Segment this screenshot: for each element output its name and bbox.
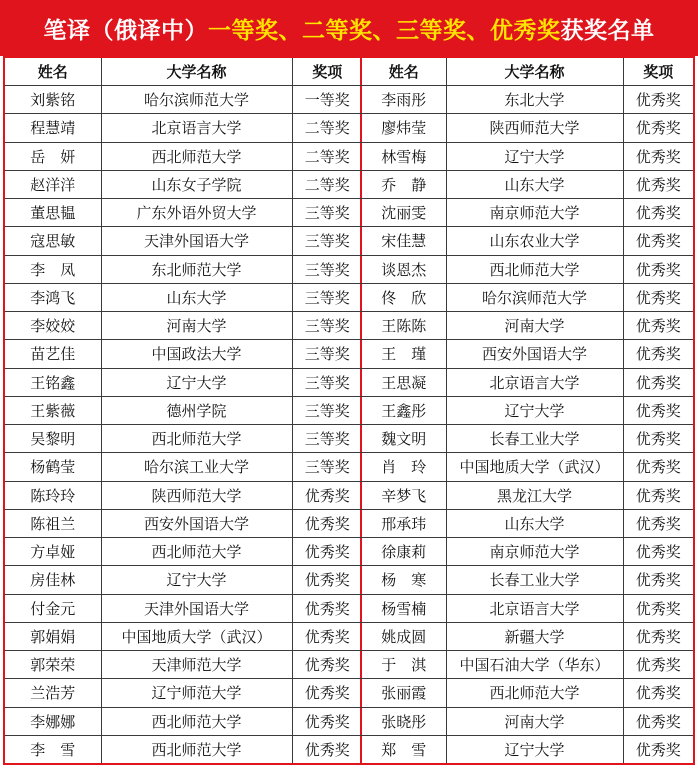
table-row bbox=[362, 312, 693, 340]
name-cell: 杨鹤莹 bbox=[5, 453, 101, 481]
table-row bbox=[5, 170, 362, 198]
university-cell: 西北师范大学 bbox=[101, 538, 292, 566]
university-cell: 南京师范大学 bbox=[446, 199, 623, 227]
university-cell: 山东女子学院 bbox=[101, 170, 292, 198]
university-cell: 东北师范大学 bbox=[101, 255, 292, 283]
left-table-body bbox=[5, 86, 362, 764]
university-cell: 河南大学 bbox=[101, 312, 292, 340]
university-cell: 南京师范大学 bbox=[446, 538, 623, 566]
university-cell: 陕西师范大学 bbox=[446, 114, 623, 142]
left-header-row bbox=[5, 58, 362, 86]
award-cell: 优秀奖 bbox=[623, 86, 693, 114]
university-cell: 山东大学 bbox=[446, 509, 623, 537]
university-cell: 河南大学 bbox=[446, 707, 623, 735]
award-cell: 优秀奖 bbox=[623, 651, 693, 679]
university-cell: 中国地质大学（武汉） bbox=[101, 622, 292, 650]
award-cell: 优秀奖 bbox=[292, 538, 362, 566]
award-cell: 优秀奖 bbox=[292, 679, 362, 707]
tables-container bbox=[3, 56, 695, 765]
award-cell: 优秀奖 bbox=[623, 283, 693, 311]
award-cell: 优秀奖 bbox=[623, 453, 693, 481]
name-cell: 李 凤 bbox=[5, 255, 101, 283]
table-row bbox=[5, 453, 362, 481]
award-cell: 优秀奖 bbox=[623, 340, 693, 368]
university-cell: 辽宁大学 bbox=[446, 142, 623, 170]
table-row bbox=[362, 255, 693, 283]
header-name: 姓名 bbox=[5, 58, 101, 86]
university-cell: 辽宁大学 bbox=[101, 368, 292, 396]
title-part-awards: 一等奖、二等奖、三等奖、优秀奖 bbox=[208, 16, 561, 44]
table-row bbox=[5, 142, 362, 170]
name-cell: 王陈陈 bbox=[362, 312, 446, 340]
award-cell: 优秀奖 bbox=[623, 142, 693, 170]
university-cell: 山东农业大学 bbox=[446, 227, 623, 255]
award-cell: 优秀奖 bbox=[292, 622, 362, 650]
table-row bbox=[5, 368, 362, 396]
university-cell: 天津外国语大学 bbox=[101, 227, 292, 255]
table-row bbox=[362, 538, 693, 566]
name-cell: 佟 欣 bbox=[362, 283, 446, 311]
university-cell: 哈尔滨工业大学 bbox=[101, 453, 292, 481]
award-cell: 三等奖 bbox=[292, 453, 362, 481]
name-cell: 张丽霞 bbox=[362, 679, 446, 707]
award-cell: 三等奖 bbox=[292, 255, 362, 283]
university-cell: 哈尔滨师范大学 bbox=[446, 283, 623, 311]
award-cell: 三等奖 bbox=[292, 340, 362, 368]
left-table bbox=[5, 58, 362, 763]
award-cell: 优秀奖 bbox=[623, 312, 693, 340]
name-cell: 王鑫彤 bbox=[362, 396, 446, 424]
table-row bbox=[362, 283, 693, 311]
university-cell: 德州学院 bbox=[101, 396, 292, 424]
award-cell: 二等奖 bbox=[292, 114, 362, 142]
university-cell: 西北师范大学 bbox=[101, 707, 292, 735]
university-cell: 西北师范大学 bbox=[446, 255, 623, 283]
award-cell: 优秀奖 bbox=[623, 425, 693, 453]
university-cell: 北京语言大学 bbox=[446, 594, 623, 622]
table-row bbox=[362, 594, 693, 622]
name-cell: 陈玲玲 bbox=[5, 481, 101, 509]
award-cell: 优秀奖 bbox=[623, 622, 693, 650]
award-cell: 一等奖 bbox=[292, 86, 362, 114]
university-cell: 辽宁大学 bbox=[446, 735, 623, 763]
university-cell: 河南大学 bbox=[446, 312, 623, 340]
award-cell: 三等奖 bbox=[292, 396, 362, 424]
table-row bbox=[5, 227, 362, 255]
table-row bbox=[362, 679, 693, 707]
award-cell: 优秀奖 bbox=[623, 707, 693, 735]
name-cell: 刘紫铭 bbox=[5, 86, 101, 114]
title-banner bbox=[0, 0, 698, 56]
name-cell: 苗艺佳 bbox=[5, 340, 101, 368]
award-cell: 优秀奖 bbox=[292, 509, 362, 537]
university-cell: 中国政法大学 bbox=[101, 340, 292, 368]
table-row bbox=[5, 340, 362, 368]
table-row bbox=[5, 481, 362, 509]
name-cell: 房佳林 bbox=[5, 566, 101, 594]
name-cell: 李 雪 bbox=[5, 735, 101, 763]
table-row bbox=[5, 735, 362, 763]
table-row bbox=[362, 170, 693, 198]
name-cell: 付金元 bbox=[5, 594, 101, 622]
table-row bbox=[362, 368, 693, 396]
name-cell: 方卓娅 bbox=[5, 538, 101, 566]
award-cell: 优秀奖 bbox=[623, 396, 693, 424]
table-row bbox=[362, 425, 693, 453]
award-cell: 优秀奖 bbox=[623, 255, 693, 283]
name-cell: 李鸿飞 bbox=[5, 283, 101, 311]
name-cell: 辛梦飞 bbox=[362, 481, 446, 509]
university-cell: 陕西师范大学 bbox=[101, 481, 292, 509]
university-cell: 广东外语外贸大学 bbox=[101, 199, 292, 227]
table-row bbox=[5, 114, 362, 142]
table-row bbox=[5, 509, 362, 537]
header-award: 奖项 bbox=[292, 58, 362, 86]
award-cell: 三等奖 bbox=[292, 312, 362, 340]
name-cell: 王紫薇 bbox=[5, 396, 101, 424]
university-cell: 中国石油大学（华东） bbox=[446, 651, 623, 679]
university-cell: 山东大学 bbox=[446, 170, 623, 198]
name-cell: 于 淇 bbox=[362, 651, 446, 679]
name-cell: 廖炜莹 bbox=[362, 114, 446, 142]
university-cell: 辽宁师范大学 bbox=[101, 679, 292, 707]
university-cell: 西北师范大学 bbox=[101, 425, 292, 453]
award-cell: 优秀奖 bbox=[623, 679, 693, 707]
table-row bbox=[5, 566, 362, 594]
award-cell: 三等奖 bbox=[292, 227, 362, 255]
award-cell: 优秀奖 bbox=[292, 481, 362, 509]
table-row bbox=[362, 114, 693, 142]
award-cell: 优秀奖 bbox=[623, 594, 693, 622]
name-cell: 郭娟娟 bbox=[5, 622, 101, 650]
name-cell: 张晓彤 bbox=[362, 707, 446, 735]
right-table bbox=[362, 58, 693, 763]
award-cell: 优秀奖 bbox=[623, 735, 693, 763]
table-row bbox=[362, 509, 693, 537]
name-cell: 陈祖兰 bbox=[5, 509, 101, 537]
award-cell: 优秀奖 bbox=[623, 114, 693, 142]
name-cell: 邢承玮 bbox=[362, 509, 446, 537]
award-cell: 三等奖 bbox=[292, 425, 362, 453]
award-cell: 优秀奖 bbox=[292, 735, 362, 763]
name-cell: 乔 静 bbox=[362, 170, 446, 198]
university-cell: 天津外国语大学 bbox=[101, 594, 292, 622]
table-row bbox=[5, 396, 362, 424]
university-cell: 天津师范大学 bbox=[101, 651, 292, 679]
table-row bbox=[5, 86, 362, 114]
award-cell: 优秀奖 bbox=[623, 509, 693, 537]
table-row bbox=[362, 199, 693, 227]
table-row bbox=[5, 622, 362, 650]
name-cell: 李娜娜 bbox=[5, 707, 101, 735]
university-cell: 黑龙江大学 bbox=[446, 481, 623, 509]
award-cell: 优秀奖 bbox=[292, 566, 362, 594]
university-cell: 西北师范大学 bbox=[101, 142, 292, 170]
table-row bbox=[362, 707, 693, 735]
award-cell: 优秀奖 bbox=[623, 368, 693, 396]
name-cell: 岳 妍 bbox=[5, 142, 101, 170]
award-cell: 优秀奖 bbox=[623, 538, 693, 566]
award-cell: 优秀奖 bbox=[292, 594, 362, 622]
award-cell: 三等奖 bbox=[292, 283, 362, 311]
name-cell: 董思韫 bbox=[5, 199, 101, 227]
title-part-category: 笔译（俄译中） bbox=[43, 16, 208, 44]
table-row bbox=[362, 142, 693, 170]
award-cell: 优秀奖 bbox=[292, 707, 362, 735]
award-cell: 优秀奖 bbox=[623, 566, 693, 594]
table-row bbox=[5, 679, 362, 707]
name-cell: 李姣姣 bbox=[5, 312, 101, 340]
table-row bbox=[5, 707, 362, 735]
table-row bbox=[362, 481, 693, 509]
name-cell: 魏文明 bbox=[362, 425, 446, 453]
header-university: 大学名称 bbox=[101, 58, 292, 86]
university-cell: 北京语言大学 bbox=[446, 368, 623, 396]
university-cell: 长春工业大学 bbox=[446, 566, 623, 594]
table-row bbox=[362, 227, 693, 255]
name-cell: 寇思敏 bbox=[5, 227, 101, 255]
award-cell: 优秀奖 bbox=[623, 199, 693, 227]
award-cell: 优秀奖 bbox=[623, 170, 693, 198]
name-cell: 李雨彤 bbox=[362, 86, 446, 114]
award-cell: 三等奖 bbox=[292, 368, 362, 396]
name-cell: 程慧靖 bbox=[5, 114, 101, 142]
award-cell: 优秀奖 bbox=[292, 651, 362, 679]
award-cell: 二等奖 bbox=[292, 142, 362, 170]
table-row bbox=[362, 396, 693, 424]
university-cell: 北京语言大学 bbox=[101, 114, 292, 142]
university-cell: 哈尔滨师范大学 bbox=[101, 86, 292, 114]
name-cell: 王思凝 bbox=[362, 368, 446, 396]
table-row bbox=[5, 312, 362, 340]
university-cell: 东北大学 bbox=[446, 86, 623, 114]
table-row bbox=[362, 651, 693, 679]
university-cell: 西北师范大学 bbox=[446, 679, 623, 707]
table-row bbox=[5, 538, 362, 566]
name-cell: 杨雪楠 bbox=[362, 594, 446, 622]
right-header-row bbox=[362, 58, 693, 86]
name-cell: 郑 雪 bbox=[362, 735, 446, 763]
header-university: 大学名称 bbox=[446, 58, 623, 86]
university-cell: 辽宁大学 bbox=[446, 396, 623, 424]
table-row bbox=[362, 566, 693, 594]
name-cell: 杨 寒 bbox=[362, 566, 446, 594]
table-row bbox=[362, 86, 693, 114]
table-row bbox=[5, 199, 362, 227]
name-cell: 林雪梅 bbox=[362, 142, 446, 170]
university-cell: 辽宁大学 bbox=[101, 566, 292, 594]
name-cell: 王铭鑫 bbox=[5, 368, 101, 396]
table-row bbox=[362, 453, 693, 481]
header-name: 姓名 bbox=[362, 58, 446, 86]
table-row bbox=[362, 340, 693, 368]
university-cell: 长春工业大学 bbox=[446, 425, 623, 453]
name-cell: 吴黎明 bbox=[5, 425, 101, 453]
table-row bbox=[5, 425, 362, 453]
table-row bbox=[5, 651, 362, 679]
award-cell: 二等奖 bbox=[292, 170, 362, 198]
award-cell: 优秀奖 bbox=[623, 481, 693, 509]
title-part-list: 获奖名单 bbox=[560, 16, 655, 44]
name-cell: 宋佳慧 bbox=[362, 227, 446, 255]
university-cell: 山东大学 bbox=[101, 283, 292, 311]
name-cell: 沈丽雯 bbox=[362, 199, 446, 227]
name-cell: 郭荣荣 bbox=[5, 651, 101, 679]
university-cell: 西安外国语大学 bbox=[101, 509, 292, 537]
name-cell: 谈恩杰 bbox=[362, 255, 446, 283]
name-cell: 徐康莉 bbox=[362, 538, 446, 566]
name-cell: 姚成圆 bbox=[362, 622, 446, 650]
right-table-panel bbox=[362, 58, 693, 763]
name-cell: 肖 玲 bbox=[362, 453, 446, 481]
table-row bbox=[362, 735, 693, 763]
name-cell: 兰浩芳 bbox=[5, 679, 101, 707]
table-row bbox=[5, 594, 362, 622]
university-cell: 新疆大学 bbox=[446, 622, 623, 650]
table-row bbox=[5, 283, 362, 311]
table-row bbox=[5, 255, 362, 283]
university-cell: 中国地质大学（武汉） bbox=[446, 453, 623, 481]
name-cell: 王 瑾 bbox=[362, 340, 446, 368]
award-cell: 三等奖 bbox=[292, 199, 362, 227]
left-table-panel bbox=[5, 58, 362, 763]
table-row bbox=[362, 622, 693, 650]
right-table-body bbox=[362, 86, 693, 764]
header-award: 奖项 bbox=[623, 58, 693, 86]
university-cell: 西北师范大学 bbox=[101, 735, 292, 763]
university-cell: 西安外国语大学 bbox=[446, 340, 623, 368]
award-cell: 优秀奖 bbox=[623, 227, 693, 255]
name-cell: 赵洋洋 bbox=[5, 170, 101, 198]
